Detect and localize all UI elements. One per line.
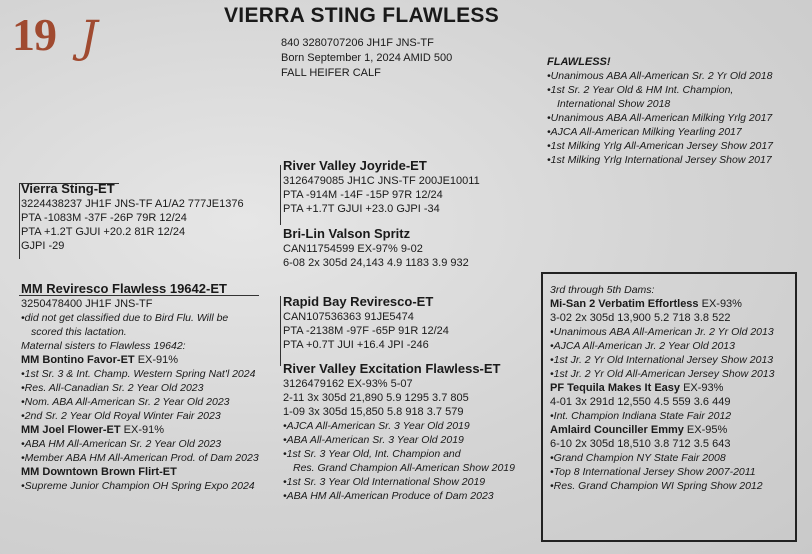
sire-dam-line: CAN11754599 EX-97% 9-02 xyxy=(283,243,423,255)
sister-award: •Nom. ABA All-American Sr. 2 Year Old 2023 xyxy=(21,396,230,408)
info-line: Born September 1, 2024 AMID 500 xyxy=(281,52,453,64)
dam-dam-award: •AJCA All-American Sr. 3 Year Old 2019 xyxy=(283,420,470,432)
sister-name: MM Bontino Favor-ET xyxy=(21,354,135,366)
ancestor-name: Amlaird Counciller Emmy xyxy=(550,424,684,436)
flawless-item: International Show 2018 xyxy=(557,98,671,110)
flawless-item: •1st Milking Yrlg All-American Jersey Show 2017 xyxy=(547,140,774,152)
flawless-item: •1st Sr. 2 Year Old & HM Int. Champion, xyxy=(547,84,734,96)
dam-dam-award: •ABA All-American Sr. 3 Year Old 2019 xyxy=(283,434,464,446)
ancestor-award: •1st Jr. 2 Yr Old International Jersey Show 2013 xyxy=(550,354,774,366)
maternal-heading: Maternal sisters to Flawless 19642: xyxy=(21,340,186,352)
ancestor-award: •Unanimous ABA All-American Jr. 2 Yr Old 2013 xyxy=(550,326,774,338)
dam-dam-award: •ABA HM All-American Produce of Dam 2023 xyxy=(283,490,494,502)
sire-bracket xyxy=(19,183,20,259)
info-line: FALL HEIFER CALF xyxy=(281,67,381,79)
dam-sire-line: PTA +0.7T JUI +16.4 JPI -246 xyxy=(283,339,429,351)
flawless-item: •Unanimous ABA All-American Sr. 2 Yr Old 2018 xyxy=(547,70,773,82)
sire-line: PTA +1.2T GJUI +20.2 81R 12/24 xyxy=(21,226,186,238)
ancestor-score: EX-93% xyxy=(680,382,724,394)
sire-sire-line: PTA -914M -14F -15P 97R 12/24 xyxy=(283,189,443,201)
lot-suffix: J xyxy=(80,12,98,63)
sister-header xyxy=(21,423,259,437)
flawless-item: •Unanimous ABA All-American Milking Yrlg 2017 xyxy=(547,112,773,124)
sire-dam-line: 6-08 2x 305d 24,143 4.9 1183 3.9 932 xyxy=(283,257,469,269)
ancestor-record: 6-10 2x 305d 18,510 3.8 712 3.5 643 xyxy=(550,438,731,450)
sire-sire-name: River Valley Joyride-ET xyxy=(283,158,427,173)
sister-award: •Supreme Junior Champion OH Spring Expo 2024 xyxy=(21,480,255,492)
dam-dam-award: Res. Grand Champion All-American Show 2019 xyxy=(293,462,515,474)
ancestor-award: •Top 8 International Jersey Show 2007-2011 xyxy=(550,466,756,478)
ancestor-award: •AJCA All-American Jr. 2 Year Old 2013 xyxy=(550,340,735,352)
sire-line: PTA -1083M -37F -26P 79R 12/24 xyxy=(21,212,187,224)
ancestor-name: PF Tequila Makes It Easy xyxy=(550,382,681,394)
sister-score: EX-91% xyxy=(120,424,165,436)
ancestor-record: 4-01 3x 291d 12,550 4.5 559 3.6 449 xyxy=(550,396,731,408)
ancestor-award: •Grand Champion NY State Fair 2008 xyxy=(550,452,726,464)
dam-sire-bracket xyxy=(280,296,281,366)
sister-award: •Res. All-Canadian Sr. 2 Year Old 2023 xyxy=(21,382,204,394)
sire-sire-line: 3126479085 JH1C JNS-TF 200JE10011 xyxy=(283,175,480,187)
ancestor-score: EX-95% xyxy=(683,424,728,436)
dam-sire-name: Rapid Bay Reviresco-ET xyxy=(283,294,434,309)
sire-sire-block xyxy=(283,158,480,216)
sister-award: •2nd Sr. 2 Year Old Royal Winter Fair 2023 xyxy=(21,410,221,422)
sister-header xyxy=(21,353,259,367)
dam-dam-line: 3126479162 EX-93% 5-07 xyxy=(283,378,413,390)
dam-dam-line: 1-09 3x 305d 15,850 5.8 918 3.7 579 xyxy=(283,406,464,418)
dam-sire-block xyxy=(283,294,449,352)
dam-sire-line: CAN107536363 91JE5474 xyxy=(283,311,414,323)
ancestor-score: EX-93% xyxy=(698,298,742,310)
ancestor-award: •Int. Champion Indiana State Fair 2012 xyxy=(550,410,732,422)
sister-award: •Member ABA HM All-American Prod. of Dam 2023 xyxy=(21,452,259,464)
info-line: 840 3280707206 JH1F JNS-TF xyxy=(281,37,434,49)
sister-name: MM Joel Flower-ET xyxy=(21,424,121,436)
ancestor-award: •1st Jr. 2 Yr Old All-American Jersey Show 2013 xyxy=(550,368,775,380)
flawless-item: •AJCA All-American Milking Yearling 2017 xyxy=(547,126,742,138)
dam-dam-award: •1st Sr. 3 Year Old International Show 2019 xyxy=(283,476,486,488)
sire-line: 3224438237 JH1F JNS-TF A1/A2 777JE1376 xyxy=(21,198,244,210)
dam-block xyxy=(21,281,259,493)
flawless-heading: FLAWLESS! xyxy=(547,56,611,68)
dam-dam-line: 2-11 3x 305d 21,890 5.9 1295 3.7 805 xyxy=(283,392,469,404)
dam-note: scored this lactation. xyxy=(31,326,127,338)
dam-name: MM Reviresco Flawless 19642-ET xyxy=(21,281,227,296)
sire-sire-line: PTA +1.7T GJUI +23.0 GJPI -34 xyxy=(283,203,440,215)
ancestor-name: Mi-San 2 Verbatim Effortless xyxy=(550,298,699,310)
sire-block xyxy=(21,181,244,253)
sister-award: •1st Sr. 3 & Int. Champ. Western Spring Nat'l 2024 xyxy=(21,368,256,380)
flawless-block xyxy=(547,55,773,167)
ancestor-header xyxy=(550,297,774,311)
flawless-item: •1st Milking Yrlg International Jersey Show 2017 xyxy=(547,154,772,166)
dams-box-content xyxy=(550,283,774,493)
dam-dam-name: River Valley Excitation Flawless-ET xyxy=(283,361,501,376)
animal-info xyxy=(281,36,452,81)
ancestor-header xyxy=(550,423,774,437)
dam-line: 3250478400 JH1F JNS-TF xyxy=(21,298,153,310)
sire-name: Vierra Sting-ET xyxy=(21,181,115,196)
sire-dam-block xyxy=(283,226,469,270)
sister-name: MM Downtown Brown Flirt-ET xyxy=(21,466,177,478)
ancestor-header xyxy=(550,381,774,395)
sire-dam-name: Bri-Lin Valson Spritz xyxy=(283,226,411,241)
sire-sire-bracket xyxy=(280,165,281,225)
dam-dam-award: •1st Sr. 3 Year Old, Int. Champion and xyxy=(283,448,461,460)
dam-sire-line: PTA -2138M -97F -65P 91R 12/24 xyxy=(283,325,449,337)
dams-box-heading: 3rd through 5th Dams: xyxy=(550,284,655,296)
ancestor-award: •Res. Grand Champion WI Spring Show 2012 xyxy=(550,480,763,492)
sister-award: •ABA HM All-American Sr. 2 Year Old 2023 xyxy=(21,438,222,450)
dam-note: •did not get classified due to Bird Flu. Will be xyxy=(21,312,229,324)
lot-number: 19 xyxy=(12,9,56,60)
sire-line: GJPI -29 xyxy=(21,240,65,252)
sister-header xyxy=(21,465,259,479)
dam-dam-block xyxy=(283,361,515,503)
ancestor-record: 3-02 2x 305d 13,900 5.2 718 3.8 522 xyxy=(550,312,731,324)
animal-title: VIERRA STING FLAWLESS xyxy=(224,4,500,27)
sister-score: EX-91% xyxy=(134,354,179,366)
